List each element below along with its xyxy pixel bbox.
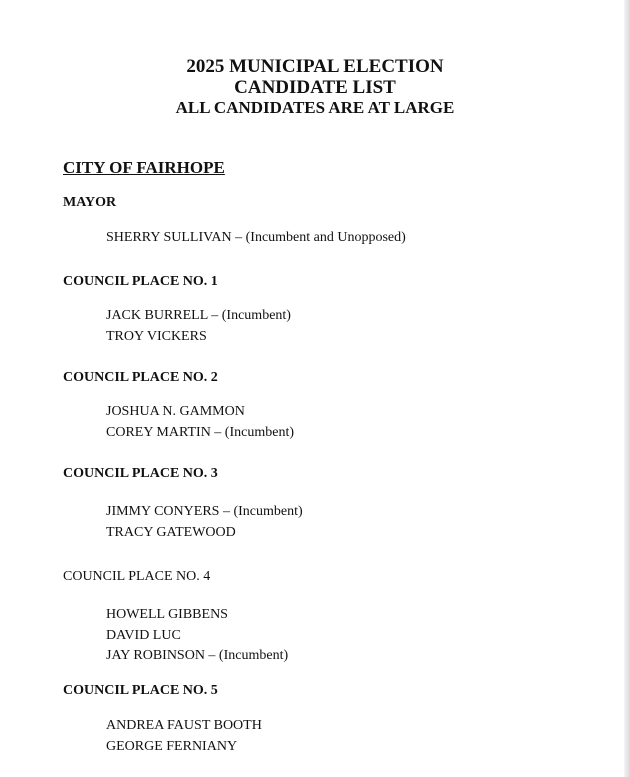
candidate-list-place-2 bbox=[106, 402, 294, 443]
candidate-name: GEORGE FERNIANY bbox=[106, 738, 238, 754]
section-heading-place-4: COUNCIL PLACE NO. 4 bbox=[63, 569, 211, 584]
candidate-name: TRACY GATEWOOD bbox=[106, 524, 236, 540]
candidate-list-place-4 bbox=[106, 605, 288, 667]
candidate-name: JACK BURRELL – (Incumbent) bbox=[106, 308, 291, 323]
candidate-list-place-1 bbox=[106, 306, 291, 347]
city-heading: CITY OF FAIRHOPE bbox=[63, 158, 225, 177]
section-heading-place-1: COUNCIL PLACE NO. 1 bbox=[63, 274, 218, 289]
candidate-name: HOWELL GIBBENS bbox=[106, 607, 228, 622]
header-note: ALL CANDIDATES ARE AT LARGE bbox=[175, 98, 455, 117]
candidate-name: SHERRY SULLIVAN – (Incumbent and Unopposed) bbox=[106, 230, 406, 245]
section-heading-place-5: COUNCIL PLACE NO. 5 bbox=[63, 683, 218, 698]
candidate-name: JOSHUA N. GAMMON bbox=[106, 404, 245, 419]
section-heading-place-3: COUNCIL PLACE NO. 3 bbox=[63, 466, 218, 481]
document-header bbox=[0, 56, 630, 118]
candidate-name: DAVID LUC bbox=[106, 627, 181, 643]
candidate-name: JIMMY CONYERS – (Incumbent) bbox=[106, 504, 303, 519]
header-subtitle: CANDIDATE LIST bbox=[234, 77, 396, 98]
section-heading-place-2: COUNCIL PLACE NO. 2 bbox=[63, 370, 218, 385]
candidate-name: JAY ROBINSON – (Incumbent) bbox=[106, 648, 289, 663]
header-title: 2025 MUNICIPAL ELECTION bbox=[186, 56, 444, 77]
section-heading-mayor: MAYOR bbox=[63, 195, 117, 210]
candidate-list-place-3 bbox=[106, 502, 303, 543]
candidate-name: ANDREA FAUST BOOTH bbox=[106, 718, 262, 733]
candidate-name: COREY MARTIN – (Incumbent) bbox=[106, 424, 295, 440]
candidate-list-place-5 bbox=[106, 716, 262, 757]
candidate-list-mayor bbox=[106, 228, 406, 249]
candidate-name: TROY VICKERS bbox=[106, 328, 207, 344]
